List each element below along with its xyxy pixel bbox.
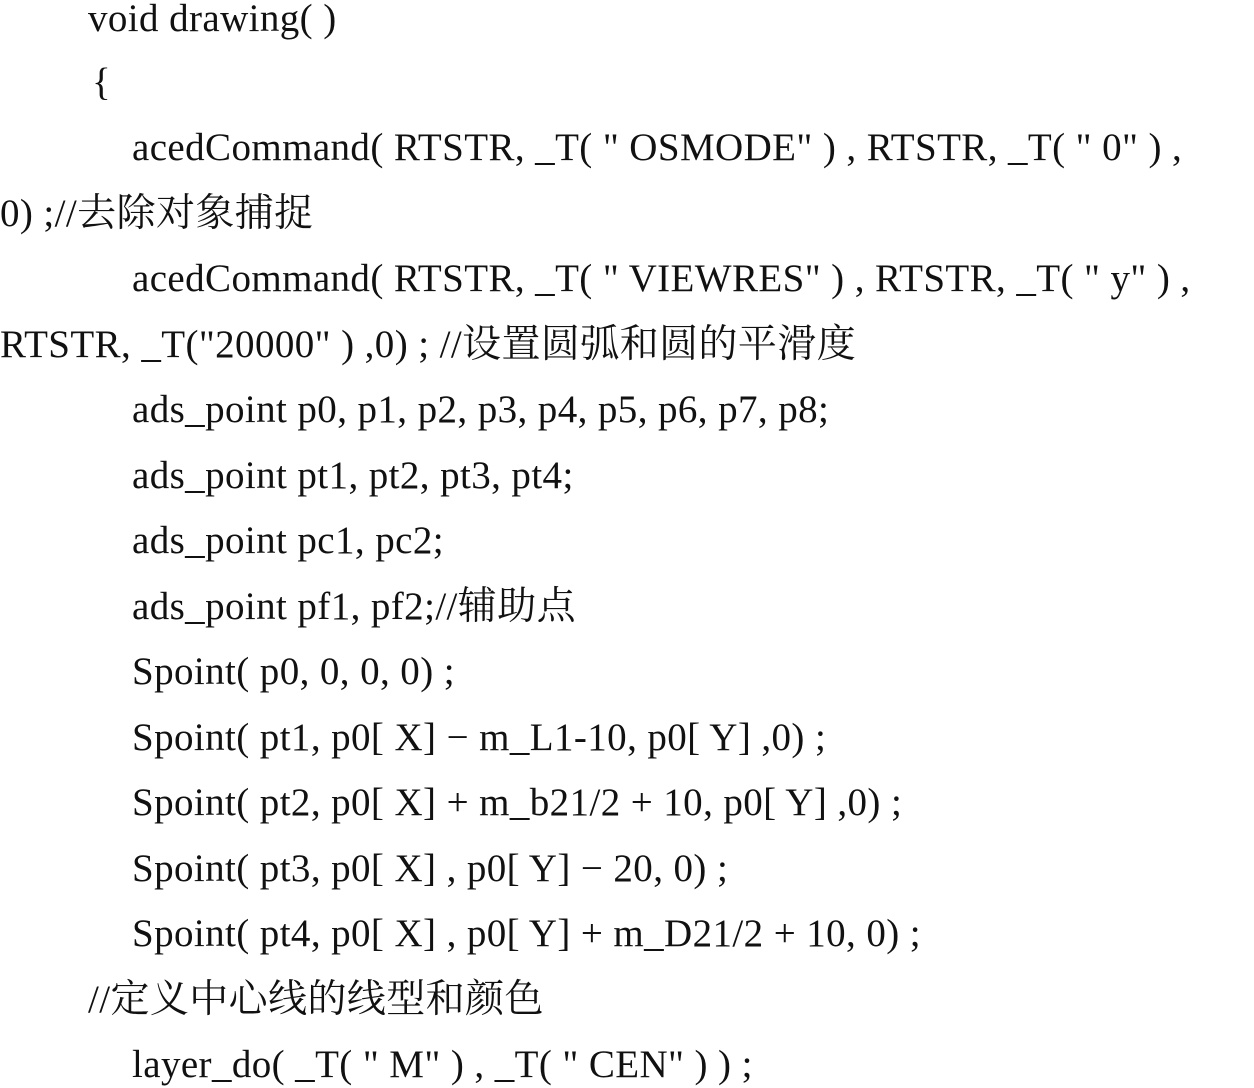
code-line-pf-decl: ads_point pf1, pf2;//辅助点 [132,585,576,628]
code-line-spoint-p0: Spoint( p0, 0, 0, 0) ; [132,650,455,693]
code-line-spoint-pt1: Spoint( pt1, p0[ X] − m_L1-10, p0[ Y] ,0) ; [132,716,827,759]
code-line-points-decl: ads_point p0, p1, p2, p3, p4, p5, p6, p7, p8; [132,388,830,431]
function-signature: void drawing( ) [88,0,337,40]
code-line-pc-decl: ads_point pc1, pc2; [132,519,444,562]
code-line-spoint-pt2: Spoint( pt2, p0[ X] + m_b21/2 + 10, p0[ Y] ,0) ; [132,781,903,824]
open-brace: { [92,61,112,104]
code-line-viewres: acedCommand( RTSTR, _T( " VIEWRES" ) , RTSTR, _T( " y" ) , [132,257,1191,300]
code-line-osmode: acedCommand( RTSTR, _T( " OSMODE" ) , RTSTR, _T( " 0" ) , [132,126,1183,169]
code-line-spoint-pt4: Spoint( pt4, p0[ X] , p0[ Y] + m_D21/2 + 10, 0) ; [132,912,922,955]
code-line-osmode-cont: 0) ;//去除对象捕捉 [0,192,314,235]
code-line-pt-decl: ads_point pt1, pt2, pt3, pt4; [132,454,574,497]
code-line-layer-do: layer_do( _T( " M" ) , _T( " CEN" ) ) ; [132,1043,753,1086]
code-line-spoint-pt3: Spoint( pt3, p0[ X] , p0[ Y] − 20, 0) ; [132,847,729,890]
code-line-viewres-cont: RTSTR, _T("20000" ) ,0) ; //设置圆弧和圆的平滑度 [0,323,857,366]
code-comment-centerline: //定义中心线的线型和颜色 [88,978,544,1021]
